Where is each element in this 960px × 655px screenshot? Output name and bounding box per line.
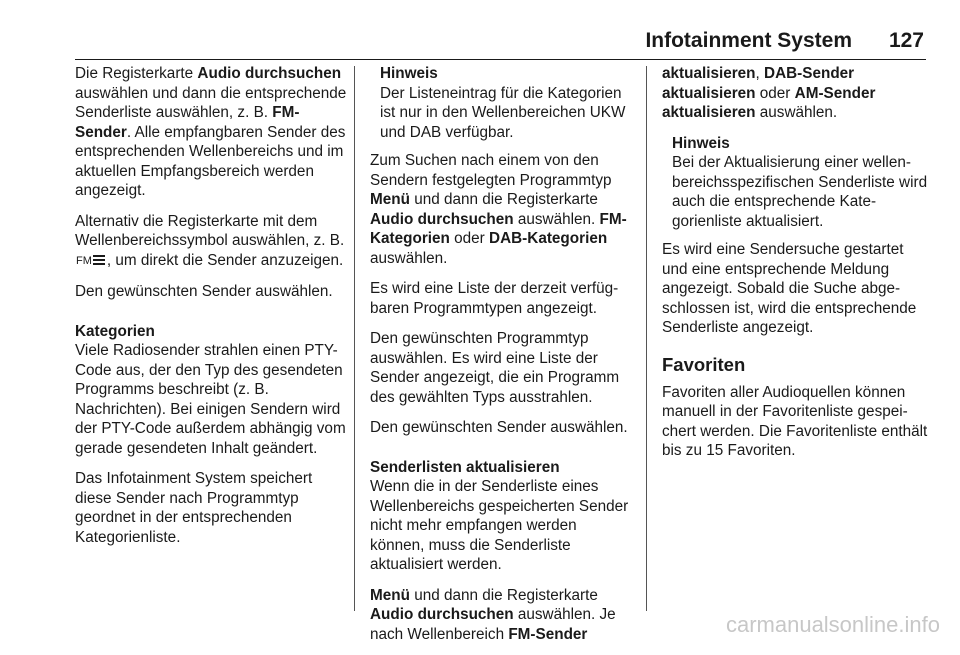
paragraph: Die Registerkarte Audio durchsuchen auswählen und dann die entsprechende Senderliste auswählen, z. B. FM-Sender. Alle empfangbaren Sender des entsprechenden Wellenbereichs und im aktuellen Empfangsbereich werden angezeigt. (75, 65, 347, 199)
note-box (672, 134, 928, 232)
column-3 (662, 64, 928, 472)
note-body: Bei der Aktualisierung einer wellenbereichsspezifischen Senderliste wird auch die entsprechende Kategorienliste aktualisiert. (672, 154, 928, 230)
section-heading-favoriten: Favoriten (662, 353, 746, 375)
paragraph: Alternativ die Registerkarte mit dem Wellenbereichssymbol auswählen, z. B. FM , um direkt die Sender anzuzeigen. (75, 212, 345, 269)
paragraph: Es wird eine Sendersuche gestartet und eine entsprechende Meldung angezeigt. Sobald die Suche abgeschlossen ist, wird die entsprechende Senderliste angezeigt. (662, 241, 917, 336)
watermark: carmanualsonline.info (725, 612, 940, 637)
fm-band-icon: FM (76, 254, 92, 267)
paragraph: Den gewünschten Sender auswählen. (75, 283, 333, 300)
column-2 (370, 64, 634, 655)
column-1 (75, 64, 347, 558)
page-header (0, 26, 960, 56)
section-heading-senderlisten: Senderlisten aktualisieren (370, 458, 560, 476)
paragraph: Menü und dann die Registerkarte Audio durchsuchen auswählen. Je nach Wellenbereich FM-Sender (370, 586, 616, 643)
note-title: Hinweis (672, 134, 730, 152)
menu-list-icon (93, 255, 105, 265)
paragraph: Zum Suchen nach einem von den Sendern festgelegten Programmtyp Menü und dann die Registerkarte Audio durchsuchen auswählen. FM-Kategorien oder DAB-Kategorien auswählen. (370, 152, 627, 267)
page-title: Infotainment System (645, 29, 852, 52)
paragraph: Wenn die in der Senderliste eines Wellenbereichs gespeicherten Sender nicht mehr empfangen werden können, muss die Senderliste aktualisiert werden. (370, 478, 629, 573)
note-title: Hinweis (380, 65, 438, 82)
note-body: Der Listeneintrag für die Kategorien ist nur in den Wellenbereichen UKW und DAB verfügbar. (380, 84, 626, 141)
paragraph: Viele Radiosender strahlen einen PTY-Code aus, der den Typ des gesendeten Programms beschreibt (z. B. Nachrichten). Bei einigen Sendern wird der PTY-Code außerdem abhängig vom gerade gesendeten Inhalt geändert. (75, 342, 346, 457)
paragraph: Es wird eine Liste der derzeit verfügbaren Programmtypen angezeigt. (370, 280, 619, 317)
note-box (380, 64, 634, 142)
paragraph: Den gewünschten Sender auswählen. (370, 419, 628, 436)
page-number: 127 (888, 29, 924, 52)
paragraph: Favoriten aller Audioquellen können manuell in der Favoritenliste gespeichert werden. Die Favoritenliste enthält bis zu 15 Favoriten. (662, 383, 928, 459)
column-divider-2 (646, 66, 647, 611)
paragraph: Den gewünschten Programmtyp auswählen. Es wird eine Liste der Sender angezeigt, die ein Programm des gewählten Typs ausstrahlen. (370, 330, 620, 406)
section-heading-kategorien: Kategorien (75, 322, 155, 340)
paragraph: aktualisieren, DAB-Sender aktualisieren oder AM-Sender aktualisieren auswählen. (662, 65, 876, 121)
column-divider-1 (354, 66, 355, 611)
header-divider (75, 59, 926, 60)
paragraph: Das Infotainment System speichert diese Sender nach Programmtyp geordnet in der entsprechenden Kategorienliste. (75, 470, 313, 546)
